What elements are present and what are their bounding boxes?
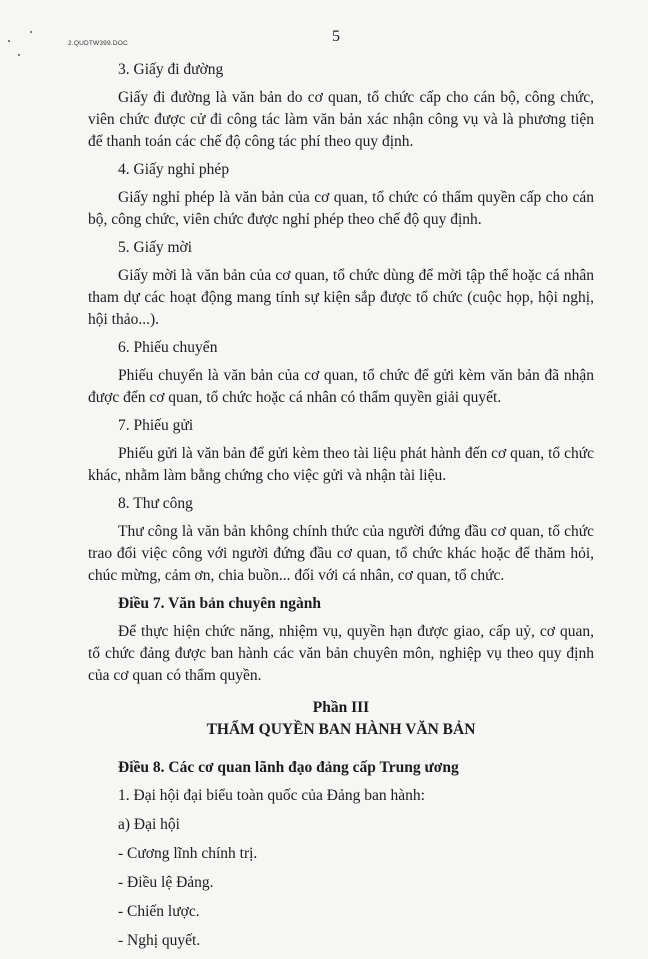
section-paragraph-phieu-chuyen: Phiếu chuyển là văn bản của cơ quan, tổ chức để gửi kèm văn bản đã nhận được đến cơ quan, tổ chức hoặc cá nhân có thẩm quyền giải quyết.: [88, 367, 594, 406]
article-8-line: - Điều lệ Đảng.: [118, 874, 214, 891]
scan-speck: [18, 54, 20, 56]
article-8-line: - Chiến lược.: [118, 903, 200, 920]
section-paragraph-giay-di-duong: Giấy đi đường là văn bản do cơ quan, tổ chức cấp cho cán bộ, công chức, viên chức được cử đi công tác làm văn bản xác nhận công vụ và là phương tiện để thanh toán các chế độ công tác phí theo quy định.: [88, 89, 594, 150]
article-7-title: Điều 7. Văn bản chuyên ngành: [118, 595, 322, 612]
article-8-line: 1. Đại hội đại biểu toàn quốc của Đảng ban hành:: [118, 787, 425, 804]
section-heading-thu-cong: 8. Thư công: [118, 495, 193, 512]
section-paragraph-giay-nghi-phep: Giấy nghỉ phép là văn bản của cơ quan, tổ chức có thẩm quyền cấp cho cán bộ, công chức, viên chức được nghỉ phép theo chế độ quy định.: [88, 189, 594, 228]
section-heading-giay-nghi-phep: 4. Giấy nghỉ phép: [118, 161, 230, 178]
section-paragraph-thu-cong: Thư công là văn bản không chính thức của người đứng đầu cơ quan, tổ chức trao đổi việc công với người đứng đầu cơ quan, tổ chức khác hoặc để thăm hỏi, chúc mừng, cảm ơn, chia buồn... đối với cá nhân, cơ quan, tổ chức.: [88, 523, 594, 584]
section-paragraph-giay-moi: Giấy mời là văn bản của cơ quan, tổ chức dùng để mời tập thể hoặc cá nhân tham dự các hoạt động mang tính sự kiện sắp được tổ chức (cuộc họp, hội nghị, hội thảo...).: [88, 267, 594, 328]
section-paragraph-phieu-gui: Phiếu gửi là văn bản để gửi kèm theo tài liệu phát hành đến cơ quan, tổ chức khác, nhằm làm bằng chứng cho việc gửi và nhận tài liệu.: [88, 445, 594, 484]
part-label: Phần III: [312, 699, 370, 716]
section-heading-phieu-gui: 7. Phiếu gửi: [118, 417, 194, 434]
article-8-line: a) Đại hội: [118, 816, 180, 833]
article-8-line: - Cương lĩnh chính trị.: [118, 845, 258, 862]
article-7-paragraph: Để thực hiện chức năng, nhiệm vụ, quyền hạn được giao, cấp uỷ, cơ quan, tổ chức đảng được ban hành các văn bản chuyên môn, nghiệp vụ theo quy định của cơ quan có thẩm quyền.: [88, 623, 594, 684]
document-filename: 2.QUDTW399.DOC: [68, 40, 128, 47]
part-title: THẨM QUYỀN BAN HÀNH VĂN BẢN: [206, 721, 476, 738]
section-heading-giay-di-duong: 3. Giấy đi đường: [118, 61, 224, 78]
article-8-line: - Nghị quyết.: [118, 932, 201, 949]
page-number: 5: [332, 28, 340, 45]
document-body: [88, 55, 594, 959]
article-8-title: Điều 8. Các cơ quan lãnh đạo đảng cấp Trung ương: [118, 759, 459, 776]
section-heading-phieu-chuyen: 6. Phiếu chuyển: [118, 339, 218, 356]
section-heading-giay-moi: 5. Giấy mời: [118, 239, 193, 256]
